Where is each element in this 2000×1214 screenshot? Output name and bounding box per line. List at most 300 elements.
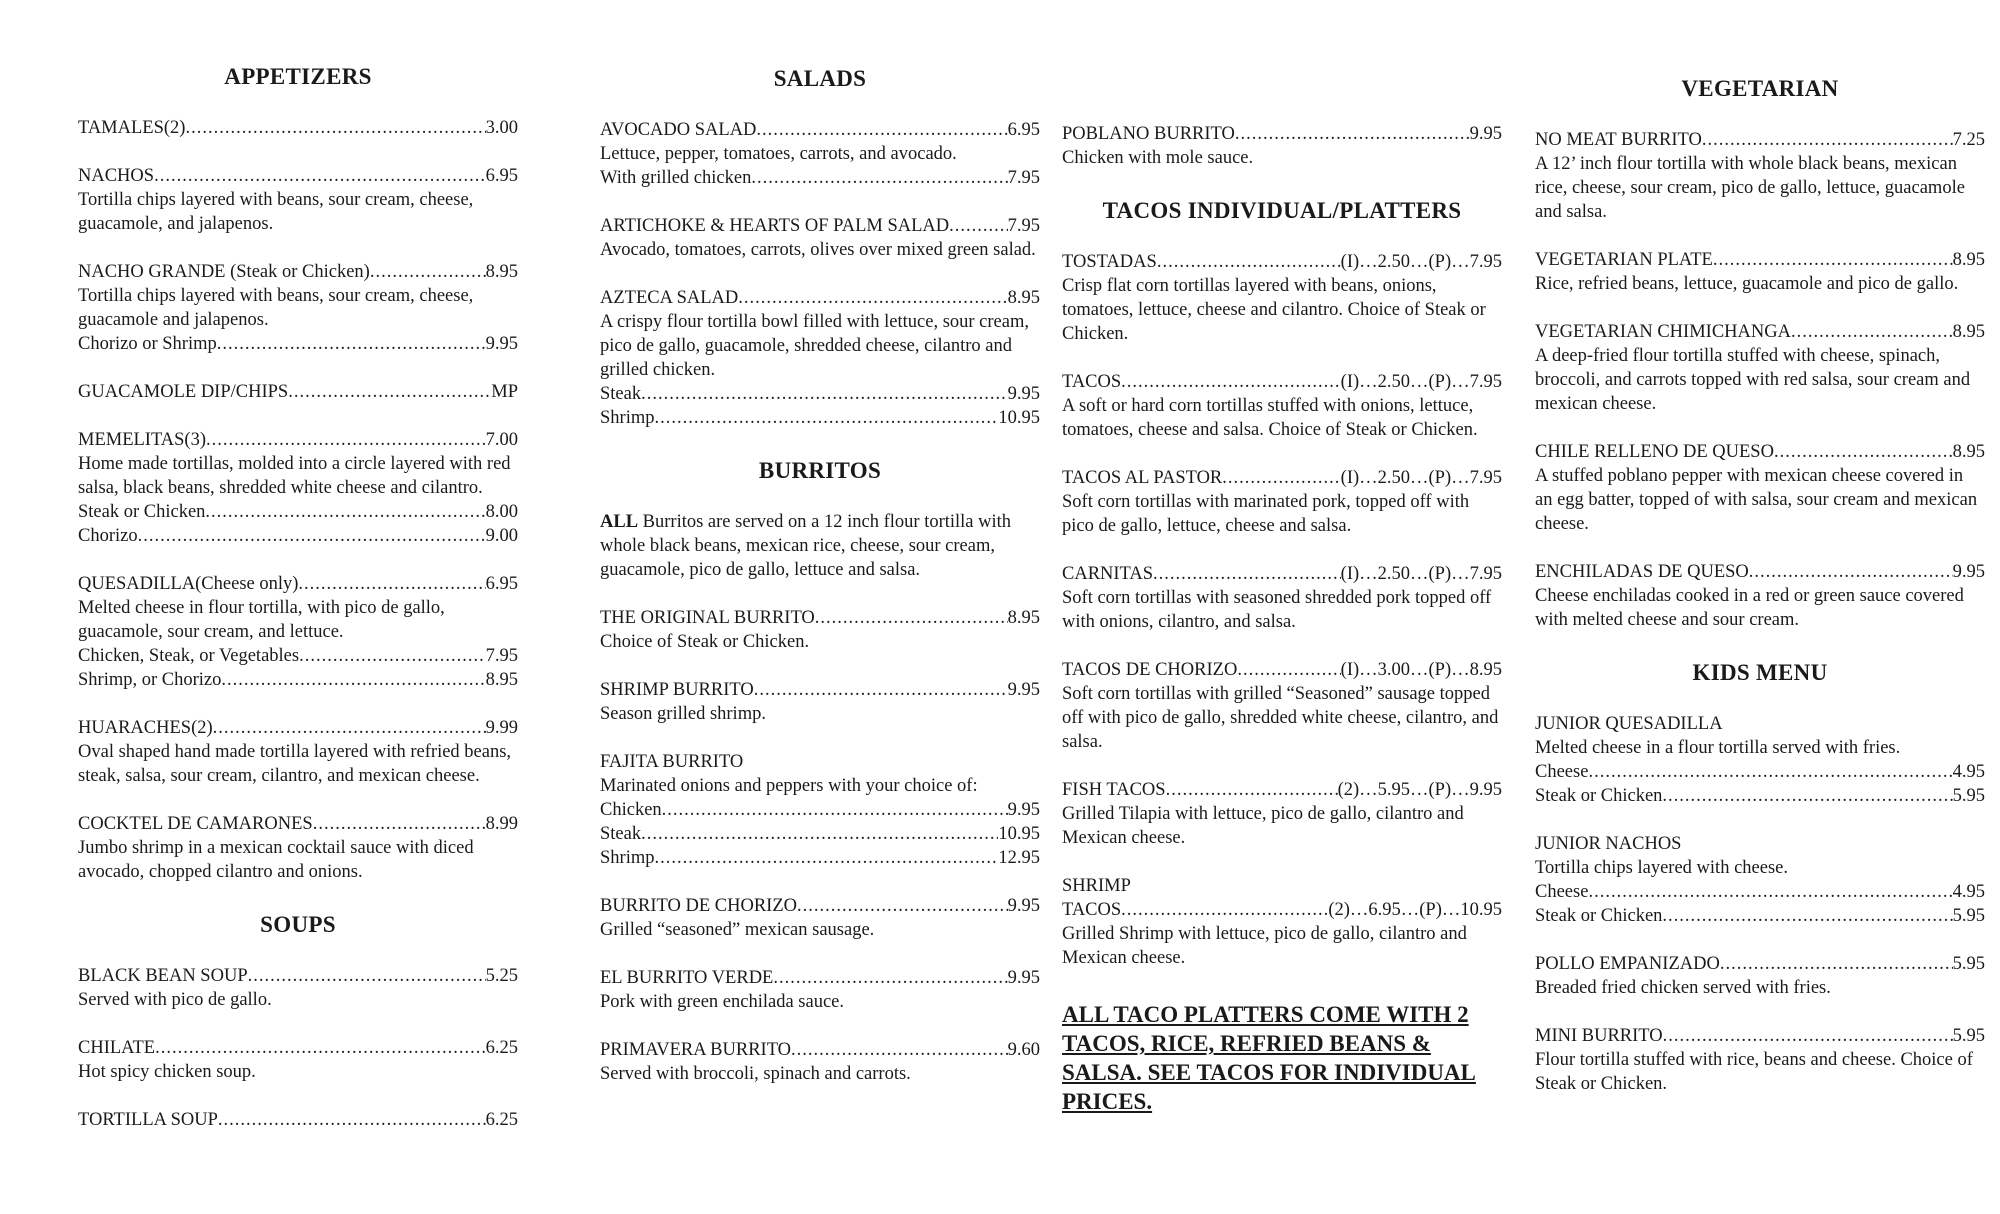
menu-item [1062,778,1502,850]
item-price: 7.95 [1007,168,1040,188]
description-text: Home made tortillas, molded into a circle layered with red salsa, black beans, shredded white cheese and cilantro. [78,454,511,498]
item-price: 3.00 [485,118,518,138]
menu-item-line [1062,370,1502,394]
item-description [1535,1048,1985,1096]
item-name: NACHOS [78,166,155,186]
dot-leader [641,822,998,846]
item-price: 5.95 [1952,786,1985,806]
menu-item-line [78,644,518,668]
item-price: (2)…5.95…(P)…9.95 [1337,780,1502,800]
dot-leader [791,1038,1008,1062]
menu-item [1535,952,1985,1000]
item-description [600,702,1040,726]
menu-item [1535,832,1985,928]
item-name: Steak [600,824,642,844]
item-name: VEGETARIAN CHIMICHANGA [1535,322,1791,342]
item-name: COCKTEL DE CAMARONES [78,814,313,834]
dot-leader [213,716,486,740]
dot-leader [218,1108,486,1132]
item-description [1062,802,1502,850]
item-name: Shrimp [600,848,655,868]
dot-leader [1662,904,1952,928]
item-price: 7.95 [485,646,518,666]
menu-item-line [1062,562,1502,586]
item-price: 9.95 [1469,124,1502,144]
description-text: Marinated onions and peppers with your choice of: [600,776,978,796]
description-text: A deep-fried flour tortilla stuffed with cheese, spinach, broccoli, and carrots topped with red salsa, sour cream and mexican cheese. [1535,346,1971,414]
description-text: A stuffed poblano pepper with mexican cheese covered in an egg batter, topped of with salsa, sour cream and mexican cheese. [1535,466,1978,534]
item-name: FAJITA BURRITO [600,752,744,772]
dot-leader [299,644,486,668]
item-price: 8.95 [485,670,518,690]
menu-item-line [1535,832,1985,856]
item-price: (I)…3.00…(P)…8.95 [1340,660,1502,680]
dot-leader [1166,778,1338,802]
item-description [1062,586,1502,634]
item-description [78,740,518,788]
item-name: TORTILLA SOUP [78,1110,218,1130]
dot-leader [815,606,1008,630]
item-description [600,238,1040,262]
description-text: Served with broccoli, spinach and carrots. [600,1064,911,1084]
menu-item-line [600,214,1040,238]
description-text: Season grilled shrimp. [600,704,766,724]
item-name: HUARACHES(2) [78,718,213,738]
menu-item [600,678,1040,726]
dot-leader [1663,1024,1953,1048]
description-text: Melted cheese in a flour tortilla served with fries. [1535,738,1901,758]
item-description [78,452,518,500]
description-text: Lettuce, pepper, tomatoes, carrots, and avocado. [600,144,957,164]
menu-column-1 [78,64,518,1156]
item-price: 5.95 [1952,954,1985,974]
item-description [78,188,518,236]
item-name: TOSTADAS [1062,252,1157,272]
menu-item [78,812,518,884]
dot-leader [1791,320,1953,344]
menu-item-line [600,678,1040,702]
item-price: 10.95 [998,824,1040,844]
item-name: Steak or Chicken [1535,906,1663,926]
menu-item-line [78,964,518,988]
item-price: 8.99 [485,814,518,834]
item-name: AVOCADO SALAD [600,120,757,140]
item-description [1535,152,1985,224]
menu-item-line [600,406,1040,430]
item-price: 8.95 [1952,322,1985,342]
item-name: BLACK BEAN SOUP [78,966,248,986]
menu-item-line [600,166,1040,190]
description-text: Jumbo shrimp in a mexican cocktail sauce with diced avocado, chopped cilantro and onions. [78,838,474,882]
item-price: 6.95 [485,166,518,186]
item-price: 8.95 [1007,288,1040,308]
dot-leader [154,164,486,188]
dot-leader [754,678,1008,702]
item-name: EL BURRITO VERDE [600,968,774,988]
description-text: Tortilla chips layered with cheese. [1535,858,1788,878]
menu-item-line [600,822,1040,846]
dot-leader [751,166,1007,190]
dot-leader [205,500,485,524]
item-price: 8.95 [485,262,518,282]
item-price: 8.95 [1952,250,1985,270]
menu-item-line [600,606,1040,630]
item-price: 6.25 [485,1038,518,1058]
item-name: NACHO GRANDE (Steak or Chicken) [78,262,370,282]
dot-leader [1121,898,1328,922]
item-description [1062,146,1502,170]
item-description [600,918,1040,942]
dot-leader [138,524,486,548]
item-price: 9.95 [485,334,518,354]
item-description [1062,490,1502,538]
item-price: 10.95 [998,408,1040,428]
menu-item-line [1535,128,1985,152]
item-description [600,774,1040,798]
item-price: 6.25 [485,1110,518,1130]
dot-leader [1720,952,1953,976]
item-name: BURRITO DE CHORIZO [600,896,797,916]
item-name: Shrimp, or Chorizo [78,670,222,690]
menu-item-line [1062,122,1502,146]
description-text: Crisp flat corn tortillas layered with beans, onions, tomatoes, lettuce, cheese and cilantro. Choice of Steak or Chicken. [1062,276,1486,344]
item-price: (2)…6.95…(P)…10.95 [1328,900,1502,920]
menu-item [78,964,518,1012]
description-text: Cheese enchiladas cooked in a red or green sauce covered with melted cheese and sour cream. [1535,586,1964,630]
item-name: JUNIOR NACHOS [1535,834,1682,854]
menu-item-line [600,1038,1040,1062]
menu-item-line [1535,712,1985,736]
item-name: FISH TACOS [1062,780,1166,800]
item-description [1535,976,1985,1000]
dot-leader [298,572,485,596]
menu-item-line [78,260,518,284]
menu-item-line [78,164,518,188]
item-price: 9.95 [1007,384,1040,404]
menu-item [1535,560,1985,632]
dot-leader [217,332,486,356]
section-title: TACOS INDIVIDUAL/PLATTERS [1102,198,1462,223]
item-description [600,1062,1040,1086]
menu-item [600,606,1040,654]
menu-item [600,966,1040,1014]
dot-leader [1702,128,1953,152]
menu-item-line [78,500,518,524]
dot-leader [1713,248,1953,272]
menu-item [600,118,1040,190]
dot-leader [370,260,486,284]
dot-leader [248,964,486,988]
menu-item [78,380,518,404]
menu-item-line [600,118,1040,142]
item-name: CHILATE [78,1038,156,1058]
menu-item-line [1535,1024,1985,1048]
dot-leader [1121,370,1340,394]
dot-leader [1588,760,1952,784]
item-price: 7.95 [1007,216,1040,236]
item-name: TACOS [1062,372,1122,392]
menu-item-line [1535,880,1985,904]
dot-leader [654,846,998,870]
menu-item [1062,370,1502,442]
dot-leader [773,966,1007,990]
item-price: 4.95 [1952,762,1985,782]
menu-item-line [1535,248,1985,272]
menu-item-line [78,668,518,692]
item-description [1062,394,1502,442]
menu-item-line [1535,440,1985,464]
description-text: Soft corn tortillas with grilled “Seasoned” sausage topped off with pico de gallo, shredded white cheese, cilantro, and salsa. [1062,684,1499,752]
dot-leader [756,118,1007,142]
description-text: A soft or hard corn tortillas stuffed with onions, lettuce, tomatoes, cheese and salsa. Choice of Steak or Chicken. [1062,396,1478,440]
description-text: Avocado, tomatoes, carrots, olives over mixed green salad. [600,240,1036,260]
menu-item-line [78,116,518,140]
item-name: MEMELITAS(3) [78,430,207,450]
dot-leader [1237,658,1340,682]
description-text: Rice, refried beans, lettuce, guacamole and pico de gallo. [1535,274,1959,294]
description-lead: ALL [600,512,639,532]
menu-item [78,116,518,140]
menu-item-line [1535,560,1985,584]
item-description [1535,344,1985,416]
dot-leader [1662,784,1952,808]
description-text: Grilled Tilapia with lettuce, pico de gallo, cilantro and Mexican cheese. [1062,804,1464,848]
menu-item [1535,128,1985,224]
item-price: 7.00 [485,430,518,450]
description-text: Flour tortilla stuffed with rice, beans and cheese. Choice of Steak or Chicken. [1535,1050,1973,1094]
item-name: GUACAMOLE DIP/CHIPS [78,382,289,402]
menu-item-line [600,894,1040,918]
item-name: Steak or Chicken [1535,786,1663,806]
item-price: 8.95 [1007,608,1040,628]
menu-item-line [78,812,518,836]
item-price: 7.25 [1952,130,1985,150]
menu-item [1062,874,1502,970]
dot-leader [1774,440,1953,464]
menu-column-2 [600,66,1040,1110]
item-price: (I)…2.50…(P)…7.95 [1340,468,1502,488]
item-description [1535,464,1985,536]
menu-column-3 [1062,122,1502,1116]
menu-item-line [600,798,1040,822]
item-name: MINI BURRITO [1535,1026,1663,1046]
item-price: 12.95 [998,848,1040,868]
menu-item-line [600,966,1040,990]
menu-item-line [78,380,518,404]
item-description [78,836,518,884]
item-name: TAMALES(2) [78,118,186,138]
item-name: CARNITAS [1062,564,1154,584]
menu-item-line [600,846,1040,870]
item-price: 5.25 [485,966,518,986]
item-description [1535,736,1985,760]
dot-leader [1153,562,1341,586]
menu-item [78,164,518,236]
section-title: VEGETARIAN [1681,76,1839,101]
menu-item [1535,320,1985,416]
item-name: With grilled chicken [600,168,752,188]
item-name: Steak or Chicken [78,502,206,522]
menu-item-line [1535,952,1985,976]
menu-item-line [78,572,518,596]
item-description [600,990,1040,1014]
item-price: (I)…2.50…(P)…7.95 [1340,372,1502,392]
menu-item [78,572,518,692]
menu-item [78,1108,518,1132]
item-description [1535,272,1985,296]
item-name: Cheese [1535,762,1589,782]
item-name: AZTECA SALAD [600,288,739,308]
description-text: Choice of Steak or Chicken. [600,632,810,652]
item-name: SHRIMP BURRITO [600,680,754,700]
dot-leader [313,812,486,836]
item-description [600,630,1040,654]
description-text: Served with pico de gallo. [78,990,272,1010]
section-title: KIDS MENU [1692,660,1828,685]
description-text: Breaded fried chicken served with fries. [1535,978,1831,998]
description-text: Pork with green enchilada sauce. [600,992,845,1012]
dot-leader [654,406,998,430]
item-price: 9.00 [485,526,518,546]
item-price: 9.95 [1007,680,1040,700]
menu-item [1535,248,1985,296]
item-price: MP [491,382,518,402]
description-text: A crispy flour tortilla bowl filled with lettuce, sour cream, pico de gallo, guacamole, shredded cheese, cilantro and grilled chicken. [600,312,1029,380]
description-text: Burritos are served on a 12 inch flour tortilla with whole black beans, mexican rice, cheese, sour cream, guacamole, pico de gallo, lettuce and salsa. [600,512,1012,580]
dot-leader [155,1036,486,1060]
item-description [600,510,1040,582]
menu-item [600,750,1040,870]
item-price: 9.95 [1007,968,1040,988]
dot-leader [1157,250,1341,274]
dot-leader [1588,880,1952,904]
description-text: Soft corn tortillas with marinated pork, topped off with pico de gallo, lettuce, cheese and salsa. [1062,492,1470,536]
menu-item-line [1535,784,1985,808]
menu-item [78,1036,518,1084]
menu-item [78,428,518,548]
item-description [1535,856,1985,880]
item-description [1062,274,1502,346]
item-description [1062,922,1502,970]
item-name: Chicken, Steak, or Vegetables [78,646,300,666]
item-price: 9.95 [1007,896,1040,916]
description-text: Oval shaped hand made tortilla layered with refried beans, steak, salsa, sour cream, cilantro, and mexican cheese. [78,742,512,786]
description-text: Melted cheese in flour tortilla, with pico de gallo, guacamole, sour cream, and lettuce. [78,598,445,642]
item-description [600,142,1040,166]
description-text: Tortilla chips layered with beans, sour cream, cheese, guacamole and jalapenos. [78,286,474,330]
menu-item-line [1535,320,1985,344]
menu-item-line [78,716,518,740]
item-name: Shrimp [600,408,655,428]
item-name: POLLO EMPANIZADO [1535,954,1720,974]
menu-item-line [1062,466,1502,490]
description-text: Grilled “seasoned” mexican sausage. [600,920,875,940]
platter-note: ALL TACO PLATTERS COME WITH 2 TACOS, RICE, REFRIED BEANS & SALSA. SEE TACOS FOR INDIVIDUAL PRICES. [1062,1002,1476,1114]
item-name: TACOS AL PASTOR [1062,468,1223,488]
description-text: Soft corn tortillas with seasoned shredded pork topped off with onions, cilantro, and salsa. [1062,588,1492,632]
item-name: JUNIOR QUESADILLA [1535,714,1723,734]
item-price: (I)…2.50…(P)…7.95 [1340,252,1502,272]
menu-item [1062,122,1502,170]
item-name: ARTICHOKE & HEARTS OF PALM SALAD [600,216,950,236]
item-description [78,1060,518,1084]
item-price: 6.95 [1007,120,1040,140]
item-name: ENCHILADAS DE QUESO [1535,562,1749,582]
menu-item-line [78,524,518,548]
menu-item-line [1062,898,1502,922]
item-price: 8.95 [1952,442,1985,462]
dot-leader [221,668,485,692]
item-price: 9.95 [1007,800,1040,820]
menu-column-4 [1535,76,1985,1120]
item-price: 6.95 [485,574,518,594]
menu-item [1062,250,1502,346]
item-name: PRIMAVERA BURRITO [600,1040,792,1060]
item-name: TACOS DE CHORIZO [1062,660,1238,680]
item-name: Cheese [1535,882,1589,902]
description-text: Grilled Shrimp with lettuce, pico de gallo, cilantro and Mexican cheese. [1062,924,1467,968]
dot-leader [662,798,1008,822]
menu-item-line [78,332,518,356]
item-name: Chicken [600,800,662,820]
description-text: Chicken with mole sauce. [1062,148,1254,168]
dot-leader [1235,122,1470,146]
menu-item-line [600,382,1040,406]
dot-leader [288,380,491,404]
item-price: (I)…2.50…(P)…7.95 [1340,564,1502,584]
item-name: POBLANO BURRITO [1062,124,1235,144]
item-description [1535,584,1985,632]
menu-item [78,716,518,788]
item-name: CHILE RELLENO DE QUESO [1535,442,1774,462]
menu-item [600,1038,1040,1086]
item-price: 9.60 [1007,1040,1040,1060]
item-name-prefix: SHRIMP [1062,876,1131,896]
item-price: 8.00 [485,502,518,522]
menu-item-line [600,286,1040,310]
item-description [78,596,518,644]
menu-item-line [1062,658,1502,682]
item-name: VEGETARIAN PLATE [1535,250,1713,270]
menu-item-line [1535,760,1985,784]
item-name: Steak [600,384,642,404]
item-price: 5.95 [1952,906,1985,926]
item-description [600,310,1040,382]
item-price: 5.95 [1952,1026,1985,1046]
description-text: Hot spicy chicken soup. [78,1062,256,1082]
menu-item [1535,440,1985,536]
menu-item [1535,1024,1985,1096]
item-name: THE ORIGINAL BURRITO [600,608,815,628]
menu-item [1062,562,1502,634]
section-title: APPETIZERS [224,64,372,89]
item-description [1062,682,1502,754]
menu-item [600,510,1040,582]
section-title: SALADS [773,66,867,91]
menu-item [600,894,1040,942]
item-name: TACOS [1062,900,1122,920]
dot-leader [1749,560,1953,584]
menu-item-line [78,428,518,452]
item-description [78,988,518,1012]
description-text: A 12’ inch flour tortilla with whole black beans, mexican rice, cheese, sour cream, pico de gallo, lettuce, guacamole and salsa. [1535,154,1965,222]
item-name: NO MEAT BURRITO [1535,130,1702,150]
description-text: Tortilla chips layered with beans, sour cream, cheese, guacamole, and jalapenos. [78,190,474,234]
item-name: QUESADILLA(Cheese only) [78,574,299,594]
section-title: BURRITOS [758,458,882,483]
dot-leader [797,894,1008,918]
dot-leader [641,382,1008,406]
